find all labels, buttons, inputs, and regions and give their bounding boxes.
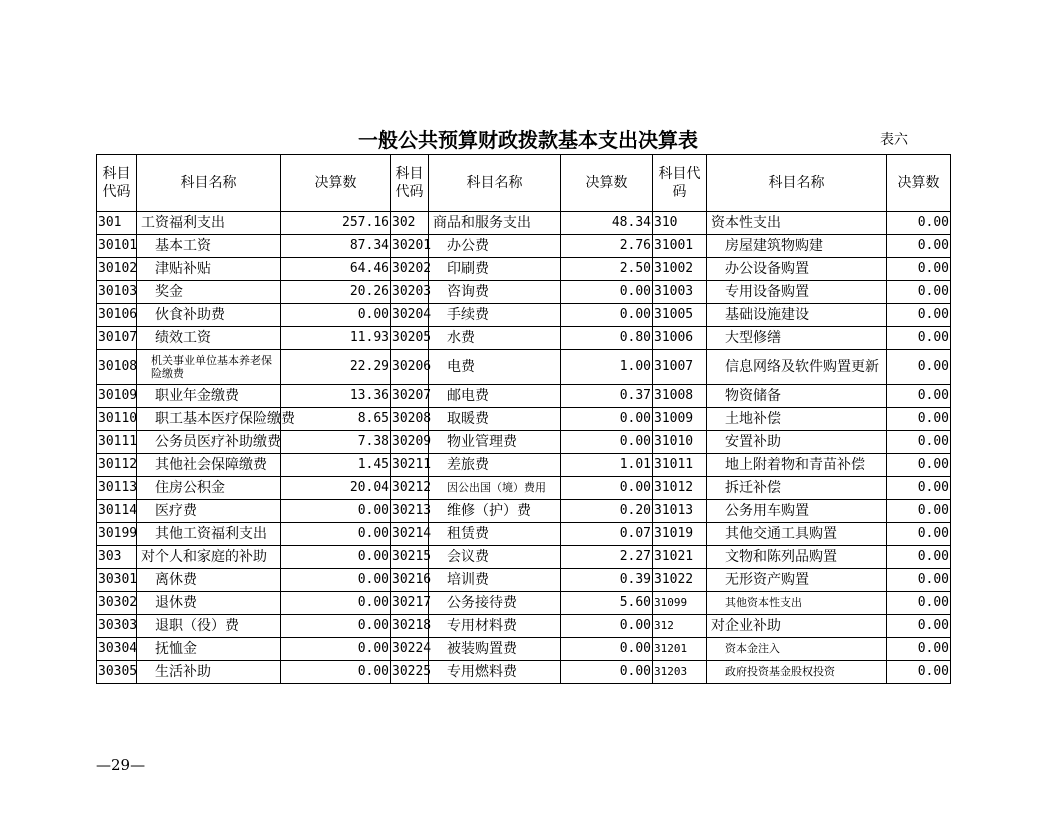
subject-name-cell: 资本金注入	[707, 638, 887, 661]
subject-code-cell: 30111	[97, 431, 137, 454]
amount-cell: 0.00	[561, 281, 653, 304]
amount-cell: 0.00	[281, 638, 391, 661]
amount-cell: 5.60	[561, 592, 653, 615]
amount-cell: 0.00	[281, 304, 391, 327]
subject-name-cell: 公务接待费	[429, 592, 561, 615]
subject-name-cell: 退休费	[137, 592, 281, 615]
amount-cell: 64.46	[281, 258, 391, 281]
amount-cell: 0.00	[887, 454, 951, 477]
subject-code-cell: 30212	[391, 477, 429, 500]
subject-name-cell: 退职（役）费	[137, 615, 281, 638]
amount-cell: 20.04	[281, 477, 391, 500]
subject-name-cell: 津贴补贴	[137, 258, 281, 281]
subject-code-cell: 30208	[391, 408, 429, 431]
subject-code-cell: 30215	[391, 546, 429, 569]
amount-cell: 22.29	[281, 350, 391, 385]
amount-cell: 0.00	[281, 523, 391, 546]
subject-name-cell: 维修（护）费	[429, 500, 561, 523]
subject-code-cell: 30214	[391, 523, 429, 546]
amount-cell: 0.00	[561, 477, 653, 500]
subject-code-cell: 30218	[391, 615, 429, 638]
table-row	[97, 350, 951, 385]
subject-name-cell: 生活补助	[137, 661, 281, 684]
amount-cell: 2.50	[561, 258, 653, 281]
subject-code-cell: 30114	[97, 500, 137, 523]
subject-name-cell: 因公出国（境）费用	[429, 477, 561, 500]
amount-cell: 20.26	[281, 281, 391, 304]
subject-name-cell: 无形资产购置	[707, 569, 887, 592]
subject-name-cell: 办公设备购置	[707, 258, 887, 281]
amount-cell: 0.00	[887, 258, 951, 281]
amount-cell: 0.00	[887, 431, 951, 454]
table-row	[97, 431, 951, 454]
subject-name-cell: 被装购置费	[429, 638, 561, 661]
subject-name-cell: 地上附着物和青苗补偿	[707, 454, 887, 477]
subject-name-cell: 奖金	[137, 281, 281, 304]
subject-code-cell: 30108	[97, 350, 137, 385]
table-row	[97, 638, 951, 661]
subject-name-cell: 物业管理费	[429, 431, 561, 454]
subject-name-cell: 专用燃料费	[429, 661, 561, 684]
subject-code-cell: 31201	[653, 638, 707, 661]
amount-cell: 0.37	[561, 385, 653, 408]
table-row	[97, 258, 951, 281]
table-row	[97, 327, 951, 350]
table-row	[97, 304, 951, 327]
subject-name-cell: 职工基本医疗保险缴费	[137, 408, 281, 431]
subject-code-cell: 30302	[97, 592, 137, 615]
subject-code-cell: 31007	[653, 350, 707, 385]
subject-code-cell: 31019	[653, 523, 707, 546]
subject-code-cell: 30206	[391, 350, 429, 385]
subject-name-cell: 租赁费	[429, 523, 561, 546]
subject-name-cell: 印刷费	[429, 258, 561, 281]
subject-code-cell: 301	[97, 212, 137, 235]
subject-code-cell: 30211	[391, 454, 429, 477]
subject-code-cell: 31002	[653, 258, 707, 281]
table-row	[97, 408, 951, 431]
subject-code-cell: 31099	[653, 592, 707, 615]
subject-name-cell: 房屋建筑物购建	[707, 235, 887, 258]
amount-cell: 0.00	[887, 235, 951, 258]
subject-name-cell: 职业年金缴费	[137, 385, 281, 408]
amount-cell: 1.45	[281, 454, 391, 477]
amount-cell: 1.01	[561, 454, 653, 477]
header-name: 科目名称	[707, 155, 887, 212]
subject-name-cell: 基础设施建设	[707, 304, 887, 327]
subject-name-cell: 咨询费	[429, 281, 561, 304]
amount-cell: 0.00	[887, 523, 951, 546]
amount-cell: 0.00	[887, 327, 951, 350]
amount-cell: 0.00	[561, 431, 653, 454]
amount-cell: 0.00	[887, 661, 951, 684]
subject-name-cell: 其他资本性支出	[707, 592, 887, 615]
subject-code-cell: 30102	[97, 258, 137, 281]
subject-code-cell: 31012	[653, 477, 707, 500]
subject-code-cell: 30199	[97, 523, 137, 546]
amount-cell: 0.00	[887, 546, 951, 569]
subject-name-cell: 公务员医疗补助缴费	[137, 431, 281, 454]
header-code: 科目代码	[653, 155, 707, 212]
amount-cell: 0.00	[561, 304, 653, 327]
subject-name-cell: 住房公积金	[137, 477, 281, 500]
subject-code-cell: 31010	[653, 431, 707, 454]
amount-cell: 0.00	[887, 408, 951, 431]
subject-name-cell: 基本工资	[137, 235, 281, 258]
subject-name-cell: 土地补偿	[707, 408, 887, 431]
subject-code-cell: 30110	[97, 408, 137, 431]
table-row	[97, 592, 951, 615]
amount-cell: 0.80	[561, 327, 653, 350]
subject-name-cell: 其他工资福利支出	[137, 523, 281, 546]
subject-name-cell: 公务用车购置	[707, 500, 887, 523]
subject-name-cell: 物资储备	[707, 385, 887, 408]
subject-code-cell: 31009	[653, 408, 707, 431]
subject-name-cell: 专用材料费	[429, 615, 561, 638]
table-row	[97, 385, 951, 408]
amount-cell: 0.00	[887, 477, 951, 500]
amount-cell: 0.00	[887, 304, 951, 327]
table-row	[97, 281, 951, 304]
amount-cell: 2.76	[561, 235, 653, 258]
table-tag: 表六	[880, 132, 908, 148]
subject-code-cell: 30303	[97, 615, 137, 638]
header-name: 科目名称	[137, 155, 281, 212]
subject-name-cell: 其他社会保障缴费	[137, 454, 281, 477]
amount-cell: 0.00	[887, 385, 951, 408]
subject-name-cell: 伙食补助费	[137, 304, 281, 327]
subject-code-cell: 31021	[653, 546, 707, 569]
amount-cell: 0.07	[561, 523, 653, 546]
amount-cell: 0.00	[561, 638, 653, 661]
header-code: 科目代码	[391, 155, 429, 212]
subject-code-cell: 30301	[97, 569, 137, 592]
amount-cell: 13.36	[281, 385, 391, 408]
amount-cell: 0.00	[887, 212, 951, 235]
header-amount: 决算数	[887, 155, 951, 212]
subject-code-cell: 30213	[391, 500, 429, 523]
subject-code-cell: 31011	[653, 454, 707, 477]
subject-name-cell: 对个人和家庭的补助	[137, 546, 281, 569]
subject-name-cell: 机关事业单位基本养老保险缴费	[137, 350, 281, 385]
subject-name-cell: 商品和服务支出	[429, 212, 561, 235]
subject-code-cell: 30209	[391, 431, 429, 454]
expenditure-table	[96, 154, 951, 684]
header-row	[97, 155, 951, 212]
subject-code-cell: 31013	[653, 500, 707, 523]
subject-code-cell: 30113	[97, 477, 137, 500]
subject-code-cell: 310	[653, 212, 707, 235]
subject-code-cell: 303	[97, 546, 137, 569]
subject-code-cell: 30225	[391, 661, 429, 684]
amount-cell: 0.00	[887, 281, 951, 304]
subject-code-cell: 30207	[391, 385, 429, 408]
subject-name-cell: 电费	[429, 350, 561, 385]
table-row	[97, 661, 951, 684]
subject-name-cell: 办公费	[429, 235, 561, 258]
page-number: —29—	[96, 756, 146, 774]
table-row	[97, 500, 951, 523]
subject-code-cell: 31008	[653, 385, 707, 408]
subject-code-cell: 30304	[97, 638, 137, 661]
subject-name-cell: 专用设备购置	[707, 281, 887, 304]
subject-name-cell: 大型修缮	[707, 327, 887, 350]
subject-name-cell: 差旅费	[429, 454, 561, 477]
subject-code-cell: 30204	[391, 304, 429, 327]
amount-cell: 0.00	[561, 661, 653, 684]
table-row	[97, 235, 951, 258]
subject-name-cell: 手续费	[429, 304, 561, 327]
table-row	[97, 477, 951, 500]
table-row	[97, 569, 951, 592]
subject-code-cell: 30202	[391, 258, 429, 281]
subject-code-cell: 31022	[653, 569, 707, 592]
subject-name-cell: 安置补助	[707, 431, 887, 454]
subject-code-cell: 30305	[97, 661, 137, 684]
subject-code-cell: 31003	[653, 281, 707, 304]
subject-name-cell: 医疗费	[137, 500, 281, 523]
subject-code-cell: 30203	[391, 281, 429, 304]
table-row	[97, 615, 951, 638]
subject-code-cell: 30101	[97, 235, 137, 258]
subject-code-cell: 30103	[97, 281, 137, 304]
amount-cell: 257.16	[281, 212, 391, 235]
amount-cell: 87.34	[281, 235, 391, 258]
subject-code-cell: 30201	[391, 235, 429, 258]
subject-code-cell: 31203	[653, 661, 707, 684]
amount-cell: 0.39	[561, 569, 653, 592]
table-row	[97, 546, 951, 569]
subject-name-cell: 对企业补助	[707, 615, 887, 638]
table-row	[97, 523, 951, 546]
header-code: 科目代码	[97, 155, 137, 212]
subject-code-cell: 30106	[97, 304, 137, 327]
subject-code-cell: 30205	[391, 327, 429, 350]
subject-name-cell: 水费	[429, 327, 561, 350]
subject-name-cell: 抚恤金	[137, 638, 281, 661]
amount-cell: 48.34	[561, 212, 653, 235]
subject-code-cell: 31005	[653, 304, 707, 327]
subject-name-cell: 资本性支出	[707, 212, 887, 235]
amount-cell: 7.38	[281, 431, 391, 454]
amount-cell: 0.20	[561, 500, 653, 523]
subject-code-cell: 30109	[97, 385, 137, 408]
subject-name-cell: 会议费	[429, 546, 561, 569]
page-title: 一般公共预算财政拨款基本支出决算表	[358, 128, 698, 152]
header-name: 科目名称	[429, 155, 561, 212]
subject-name-cell: 离休费	[137, 569, 281, 592]
amount-cell: 0.00	[281, 569, 391, 592]
subject-code-cell: 30216	[391, 569, 429, 592]
amount-cell: 2.27	[561, 546, 653, 569]
amount-cell: 0.00	[887, 615, 951, 638]
subject-name-cell: 邮电费	[429, 385, 561, 408]
subject-name-cell: 培训费	[429, 569, 561, 592]
amount-cell: 0.00	[281, 592, 391, 615]
table-row	[97, 212, 951, 235]
amount-cell: 0.00	[281, 500, 391, 523]
subject-name-cell: 取暖费	[429, 408, 561, 431]
amount-cell: 0.00	[281, 546, 391, 569]
amount-cell: 0.00	[887, 350, 951, 385]
subject-name-cell: 政府投资基金股权投资	[707, 661, 887, 684]
header-amount: 决算数	[561, 155, 653, 212]
subject-name-cell: 工资福利支出	[137, 212, 281, 235]
header-amount: 决算数	[281, 155, 391, 212]
amount-cell: 0.00	[561, 615, 653, 638]
amount-cell: 0.00	[887, 638, 951, 661]
subject-name-cell: 其他交通工具购置	[707, 523, 887, 546]
amount-cell: 0.00	[887, 592, 951, 615]
amount-cell: 1.00	[561, 350, 653, 385]
subject-code-cell: 312	[653, 615, 707, 638]
table-row	[97, 454, 951, 477]
subject-code-cell: 30224	[391, 638, 429, 661]
amount-cell: 0.00	[561, 408, 653, 431]
amount-cell: 0.00	[281, 615, 391, 638]
subject-name-cell: 文物和陈列品购置	[707, 546, 887, 569]
subject-code-cell: 30217	[391, 592, 429, 615]
amount-cell: 0.00	[887, 500, 951, 523]
subject-code-cell: 31001	[653, 235, 707, 258]
amount-cell: 0.00	[281, 661, 391, 684]
subject-name-cell: 拆迁补偿	[707, 477, 887, 500]
subject-name-cell: 信息网络及软件购置更新	[707, 350, 887, 385]
subject-code-cell: 30112	[97, 454, 137, 477]
subject-code-cell: 30107	[97, 327, 137, 350]
subject-name-cell: 绩效工资	[137, 327, 281, 350]
amount-cell: 8.65	[281, 408, 391, 431]
amount-cell: 0.00	[887, 569, 951, 592]
amount-cell: 11.93	[281, 327, 391, 350]
subject-code-cell: 302	[391, 212, 429, 235]
subject-code-cell: 31006	[653, 327, 707, 350]
